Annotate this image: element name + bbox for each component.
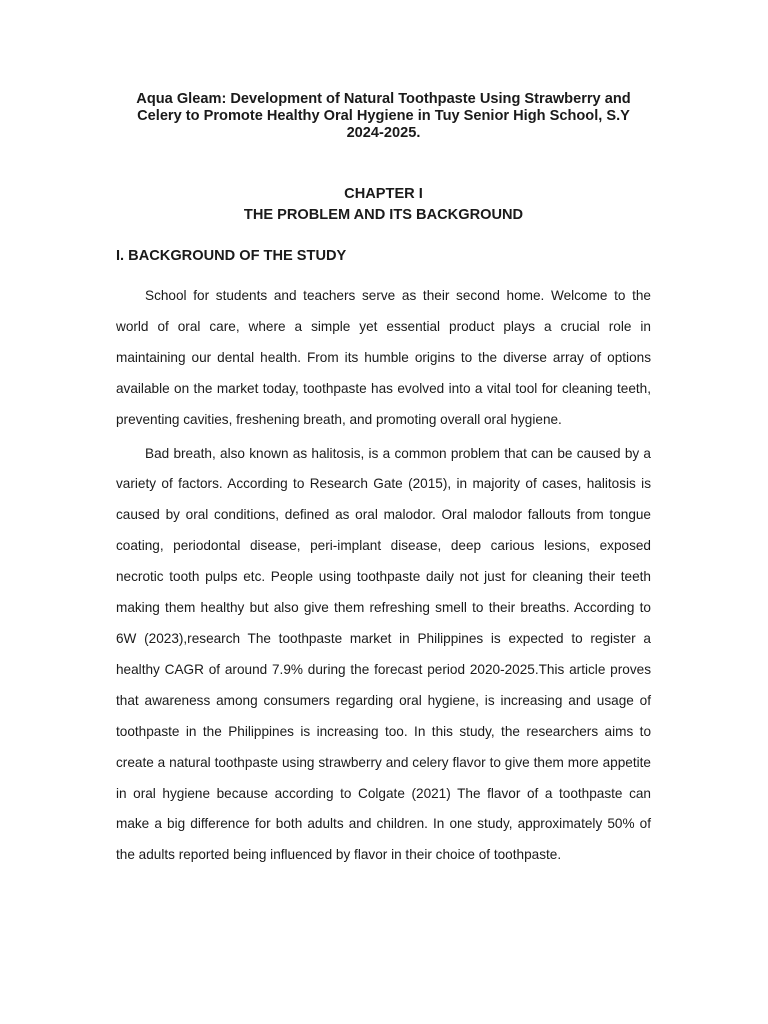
body-paragraph: School for students and teachers serve as their second home. Welcome to the world of oral care, where a simple yet essential product plays a crucial role in maintaining our dental health. From its humble origins to the diverse array of options available on the market today, toothpaste has evolved into a vital tool for cleaning teeth, preventing cavities, freshening breath, and promoting overall oral hygiene. (116, 288, 651, 427)
section-heading: I. BACKGROUND OF THE STUDY (116, 248, 347, 264)
body-paragraph: Bad breath, also known as halitosis, is a common problem that can be caused by a variety of factors. According to Research Gate (2015), in majority of cases, halitosis is caused by oral conditions, defined as oral malodor. Oral malodor fallouts from tongue coating, periodontal disease, peri-implant disease, deep carious lesions, exposed necrotic tooth pulps etc. People using toothpaste daily not just for cleaning their teeth making them healthy but also give them refreshing smell to their breaths. According to 6W (2023),research The toothpaste market in Philippines is expected to register a healthy CAGR of around 7.9% during the forecast period 2020-2025.This article proves that awareness among consumers regarding oral hygiene, is increasing and usage of toothpaste in the Philippines is increasing too. In this study, the researchers aims to create a natural toothpaste using strawberry and celery flavor to give them more appetite in oral hygiene because according to Colgate (2021) The flavor of a toothpaste can make a big difference for both adults and children. In one study, approximately 50% of the adults reported being influenced by flavor in their choice of toothpaste. (116, 445, 651, 863)
chapter-heading (116, 184, 651, 226)
document-page (116, 91, 651, 871)
chapter-label: CHAPTER I (344, 186, 423, 202)
chapter-title: THE PROBLEM AND ITS BACKGROUND (243, 207, 524, 223)
document-title: Aqua Gleam: Development of Natural Toothpaste Using Strawberry and Celery to Promote Healthy Oral Hygiene in Tuy Senior High School, S.Y 2024-2025. (136, 91, 631, 141)
